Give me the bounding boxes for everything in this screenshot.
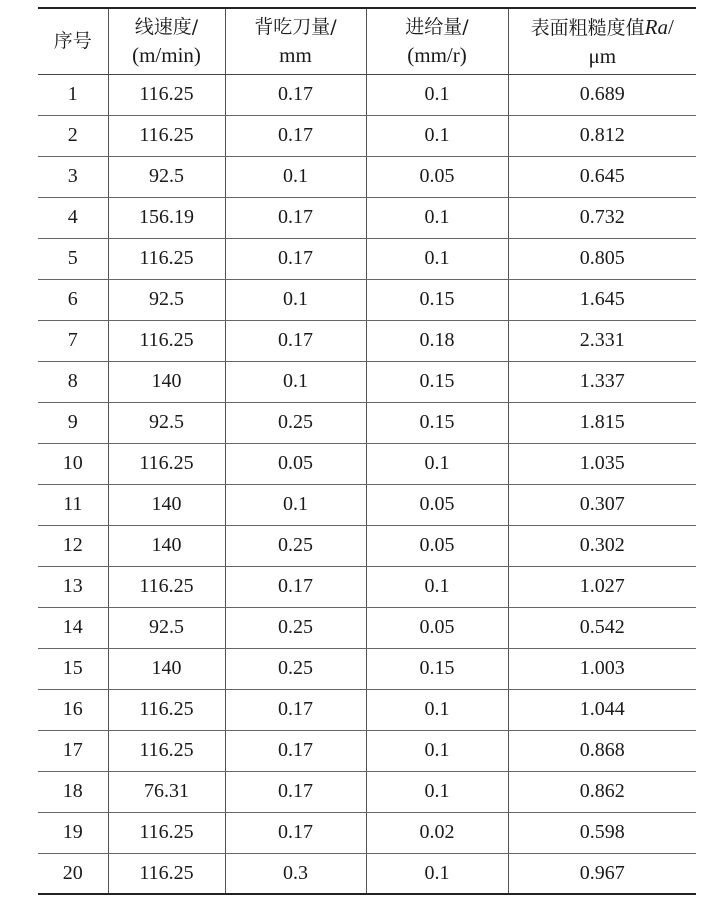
- cell-depth-of-cut: 0.17: [225, 730, 366, 771]
- cell-index: 3: [38, 156, 108, 197]
- cell-depth-of-cut: 0.17: [225, 566, 366, 607]
- cell-depth-of-cut: 0.17: [225, 74, 366, 115]
- cell-surface-roughness: 0.598: [508, 812, 696, 853]
- cell-index: 4: [38, 197, 108, 238]
- table-row: [38, 812, 696, 853]
- cell-surface-roughness: 0.542: [508, 607, 696, 648]
- table-row: [38, 156, 696, 197]
- cell-cutting-speed: 92.5: [108, 279, 225, 320]
- cell-feed-rate: 0.05: [366, 525, 508, 566]
- cell-cutting-speed: 76.31: [108, 771, 225, 812]
- cell-depth-of-cut: 0.1: [225, 361, 366, 402]
- cell-feed-rate: 0.18: [366, 320, 508, 361]
- cell-cutting-speed: 92.5: [108, 607, 225, 648]
- cell-feed-rate: 0.15: [366, 402, 508, 443]
- cell-index: 2: [38, 115, 108, 156]
- header-depth-of-cut-unit: mm: [279, 43, 312, 68]
- cell-surface-roughness: 0.689: [508, 74, 696, 115]
- header-cutting-speed-label: 线速度/: [134, 16, 199, 39]
- cell-surface-roughness: 0.645: [508, 156, 696, 197]
- cell-depth-of-cut: 0.1: [225, 156, 366, 197]
- cell-surface-roughness: 0.805: [508, 238, 696, 279]
- header-surface-roughness: [508, 8, 696, 74]
- table-row: [38, 197, 696, 238]
- cell-index: 11: [38, 484, 108, 525]
- cell-depth-of-cut: 0.17: [225, 320, 366, 361]
- header-cutting-speed-unit: (m/min): [132, 43, 201, 68]
- header-depth-of-cut: [225, 8, 366, 74]
- cell-cutting-speed: 116.25: [108, 853, 225, 894]
- header-surface-roughness-label: 表面粗糙度值: [530, 16, 645, 39]
- cell-feed-rate: 0.15: [366, 279, 508, 320]
- table-row: [38, 238, 696, 279]
- cell-surface-roughness: 0.862: [508, 771, 696, 812]
- cell-depth-of-cut: 0.25: [225, 402, 366, 443]
- cell-surface-roughness: 0.812: [508, 115, 696, 156]
- cell-index: 16: [38, 689, 108, 730]
- cell-depth-of-cut: 0.17: [225, 689, 366, 730]
- table-row: [38, 853, 696, 894]
- table-row: [38, 443, 696, 484]
- table-body: [38, 74, 696, 894]
- cell-cutting-speed: 116.25: [108, 238, 225, 279]
- cell-cutting-speed: 116.25: [108, 320, 225, 361]
- header-surface-roughness-slash: /: [668, 14, 674, 39]
- header-index-label: 序号: [53, 30, 92, 53]
- cell-feed-rate: 0.15: [366, 361, 508, 402]
- cell-feed-rate: 0.05: [366, 607, 508, 648]
- cell-feed-rate: 0.1: [366, 443, 508, 484]
- cell-index: 1: [38, 74, 108, 115]
- table-row: [38, 279, 696, 320]
- cell-feed-rate: 0.1: [366, 74, 508, 115]
- cell-depth-of-cut: 0.17: [225, 771, 366, 812]
- cell-surface-roughness: 0.868: [508, 730, 696, 771]
- table-row: [38, 115, 696, 156]
- cell-depth-of-cut: 0.17: [225, 812, 366, 853]
- table-row: [38, 402, 696, 443]
- table-row: [38, 730, 696, 771]
- table-row: [38, 648, 696, 689]
- table-row: [38, 525, 696, 566]
- table-row: [38, 771, 696, 812]
- table-row: [38, 689, 696, 730]
- cell-cutting-speed: 140: [108, 361, 225, 402]
- cell-cutting-speed: 92.5: [108, 156, 225, 197]
- cell-feed-rate: 0.05: [366, 484, 508, 525]
- cell-index: 9: [38, 402, 108, 443]
- header-surface-roughness-symbol: Ra: [644, 14, 668, 39]
- cell-depth-of-cut: 0.3: [225, 853, 366, 894]
- cell-index: 14: [38, 607, 108, 648]
- cell-index: 17: [38, 730, 108, 771]
- table-row: [38, 74, 696, 115]
- header-surface-roughness-unit: μm: [588, 43, 617, 68]
- cell-feed-rate: 0.1: [366, 853, 508, 894]
- cell-index: 7: [38, 320, 108, 361]
- cell-surface-roughness: 0.307: [508, 484, 696, 525]
- cell-cutting-speed: 116.25: [108, 812, 225, 853]
- cell-feed-rate: 0.1: [366, 115, 508, 156]
- table-row: [38, 566, 696, 607]
- roughness-table: [38, 7, 696, 895]
- cell-cutting-speed: 156.19: [108, 197, 225, 238]
- cell-feed-rate: 0.1: [366, 238, 508, 279]
- data-table-container: [38, 7, 696, 895]
- cell-surface-roughness: 1.027: [508, 566, 696, 607]
- cell-index: 8: [38, 361, 108, 402]
- cell-surface-roughness: 1.035: [508, 443, 696, 484]
- cell-depth-of-cut: 0.1: [225, 279, 366, 320]
- cell-surface-roughness: 0.732: [508, 197, 696, 238]
- header-depth-of-cut-label: 背吃刀量/: [254, 16, 337, 39]
- cell-feed-rate: 0.02: [366, 812, 508, 853]
- header-row: [38, 8, 696, 74]
- cell-depth-of-cut: 0.25: [225, 648, 366, 689]
- header-index: [38, 8, 108, 74]
- cell-feed-rate: 0.05: [366, 156, 508, 197]
- cell-depth-of-cut: 0.17: [225, 238, 366, 279]
- cell-feed-rate: 0.1: [366, 771, 508, 812]
- header-surface-roughness-label-line: [511, 13, 695, 42]
- cell-cutting-speed: 116.25: [108, 443, 225, 484]
- cell-cutting-speed: 116.25: [108, 115, 225, 156]
- cell-cutting-speed: 140: [108, 484, 225, 525]
- cell-index: 12: [38, 525, 108, 566]
- cell-surface-roughness: 0.967: [508, 853, 696, 894]
- cell-feed-rate: 0.15: [366, 648, 508, 689]
- cell-cutting-speed: 116.25: [108, 730, 225, 771]
- cell-depth-of-cut: 0.17: [225, 197, 366, 238]
- header-feed-rate: [366, 8, 508, 74]
- table-row: [38, 361, 696, 402]
- cell-depth-of-cut: 0.17: [225, 115, 366, 156]
- cell-feed-rate: 0.1: [366, 730, 508, 771]
- cell-cutting-speed: 140: [108, 525, 225, 566]
- cell-index: 13: [38, 566, 108, 607]
- cell-surface-roughness: 0.302: [508, 525, 696, 566]
- cell-depth-of-cut: 0.25: [225, 525, 366, 566]
- table-row: [38, 484, 696, 525]
- cell-index: 20: [38, 853, 108, 894]
- cell-index: 5: [38, 238, 108, 279]
- cell-surface-roughness: 1.044: [508, 689, 696, 730]
- cell-surface-roughness: 1.645: [508, 279, 696, 320]
- cell-depth-of-cut: 0.1: [225, 484, 366, 525]
- cell-feed-rate: 0.1: [366, 566, 508, 607]
- cell-cutting-speed: 140: [108, 648, 225, 689]
- cell-surface-roughness: 1.815: [508, 402, 696, 443]
- cell-index: 15: [38, 648, 108, 689]
- cell-index: 6: [38, 279, 108, 320]
- cell-surface-roughness: 1.337: [508, 361, 696, 402]
- cell-depth-of-cut: 0.05: [225, 443, 366, 484]
- header-cutting-speed: [108, 8, 225, 74]
- cell-cutting-speed: 116.25: [108, 566, 225, 607]
- table-row: [38, 320, 696, 361]
- table-header: [38, 8, 696, 74]
- cell-cutting-speed: 92.5: [108, 402, 225, 443]
- table-row: [38, 607, 696, 648]
- cell-index: 18: [38, 771, 108, 812]
- cell-index: 19: [38, 812, 108, 853]
- cell-feed-rate: 0.1: [366, 197, 508, 238]
- cell-feed-rate: 0.1: [366, 689, 508, 730]
- cell-index: 10: [38, 443, 108, 484]
- cell-depth-of-cut: 0.25: [225, 607, 366, 648]
- cell-cutting-speed: 116.25: [108, 74, 225, 115]
- cell-surface-roughness: 2.331: [508, 320, 696, 361]
- cell-surface-roughness: 1.003: [508, 648, 696, 689]
- cell-cutting-speed: 116.25: [108, 689, 225, 730]
- header-feed-rate-label: 进给量/: [405, 16, 469, 39]
- header-feed-rate-unit: (mm/r): [407, 43, 467, 68]
